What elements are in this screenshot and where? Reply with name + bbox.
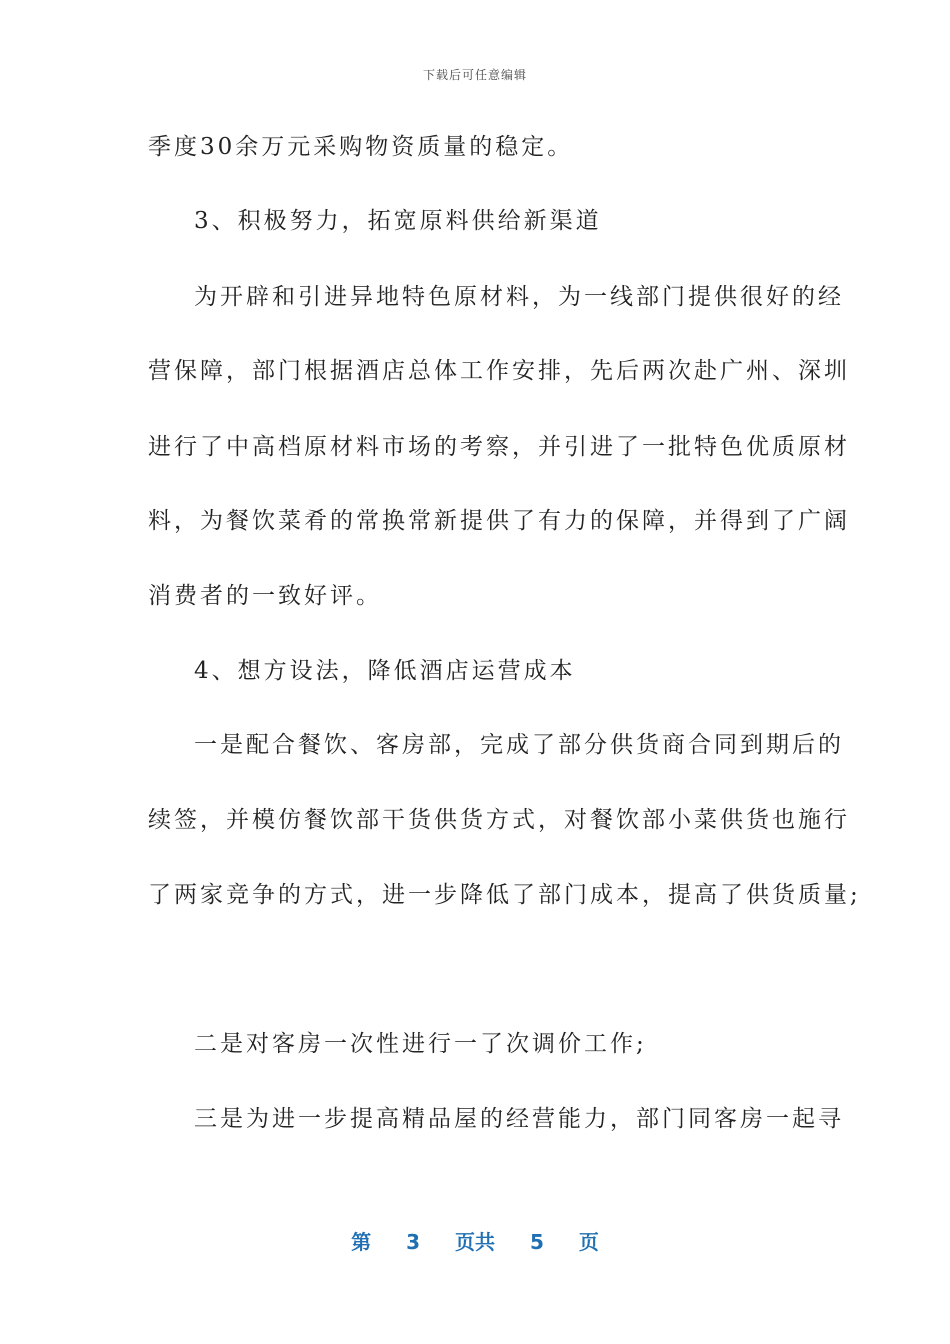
paragraph-line: 季度30余万元采购物资质量的稳定。: [148, 134, 574, 160]
page-number-footer: [0, 1226, 950, 1255]
section-heading: 4、想方设法，降低酒店运营成本: [194, 658, 576, 684]
current-page-number: 3: [406, 1230, 421, 1254]
section-heading: 3、积极努力，拓宽原料供给新渠道: [194, 208, 602, 234]
paragraph-line: 三是为进一步提高精品屋的经营能力，部门同客房一起寻: [194, 1106, 844, 1132]
paragraph-line: 料，为餐饮菜肴的常换常新提供了有力的保障，并得到了广阔: [148, 508, 850, 534]
footer-middle: 页共: [455, 1230, 495, 1254]
paragraph-line: 消费者的一致好评。: [148, 583, 382, 609]
paragraph-line: 营保障，部门根据酒店总体工作安排，先后两次赴广州、深圳: [148, 358, 850, 384]
paragraph-line: 了两家竞争的方式，进一步降低了部门成本，提高了供货质量;: [148, 882, 861, 908]
footer-prefix: 第: [351, 1230, 372, 1254]
page-header: 下载后可任意编辑: [422, 68, 527, 82]
paragraph-line: 进行了中高档原材料市场的考察，并引进了一批特色优质原材: [148, 434, 850, 460]
total-pages-number: 5: [529, 1230, 544, 1254]
paragraph-line: 二是对客房一次性进行一了次调价工作;: [194, 1031, 647, 1057]
paragraph-line: 续签，并模仿餐饮部干货供货方式，对餐饮部小菜供货也施行: [148, 807, 850, 833]
paragraph-line: 一是配合餐饮、客房部，完成了部分供货商合同到期后的: [194, 732, 844, 758]
footer-suffix: 页: [578, 1230, 599, 1254]
paragraph-line: 为开辟和引进异地特色原材料，为一线部门提供很好的经: [194, 284, 844, 310]
